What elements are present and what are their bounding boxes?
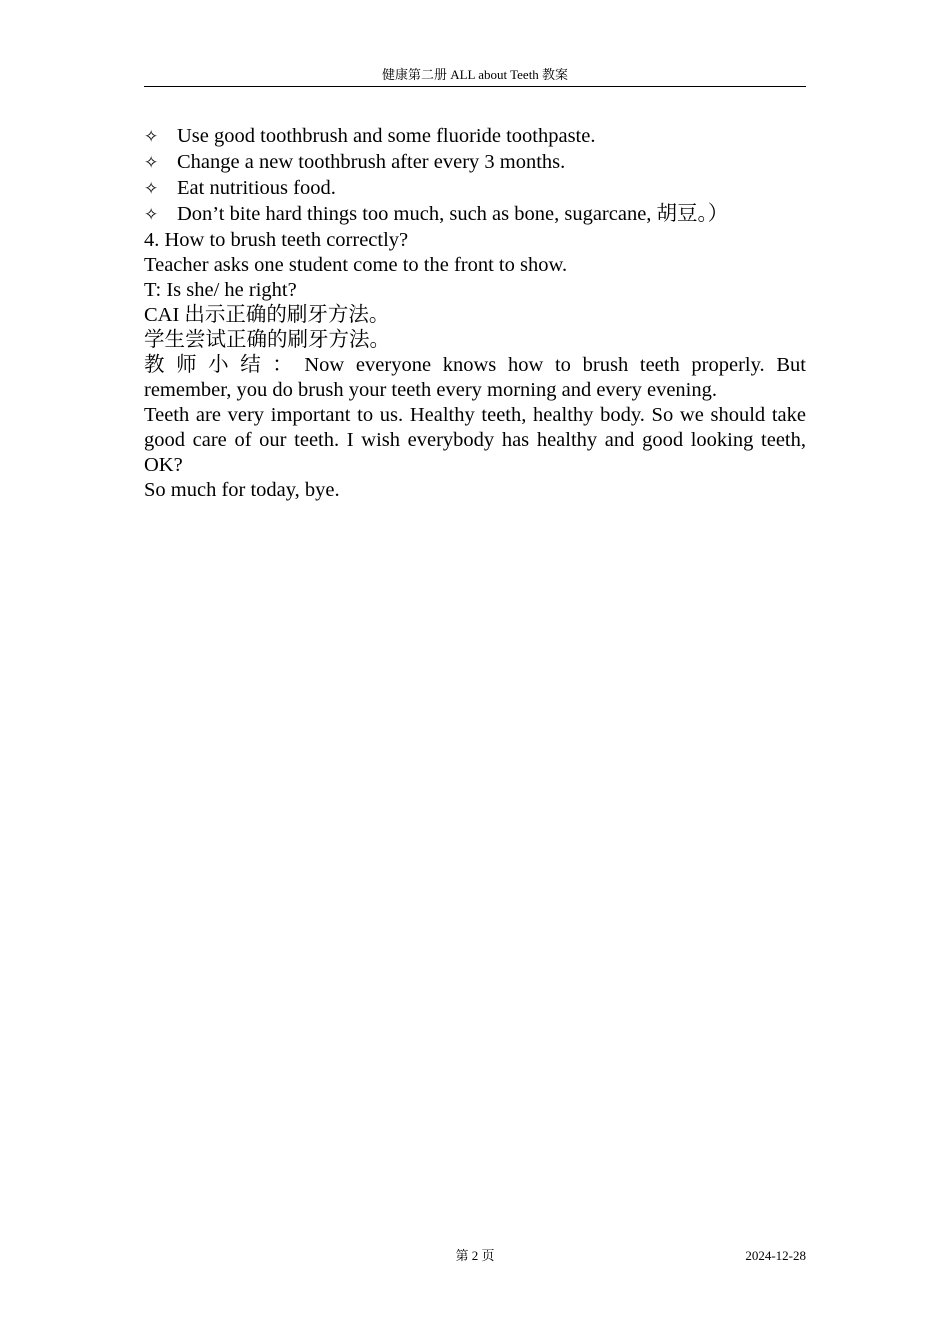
- document-body: [144, 124, 806, 503]
- list-item-text: Don’t bite hard things too much, such as bone, sugarcane, 胡豆。）: [177, 203, 729, 225]
- page-header: [144, 66, 806, 87]
- four-pointed-star-outline-icon: ✧: [144, 127, 159, 147]
- list-item: [144, 202, 806, 228]
- cai-line: CAI 出示正确的刷牙方法。: [144, 304, 390, 326]
- page-number: 第 2 页: [455, 1248, 495, 1263]
- summary-label: 教师小结：: [144, 354, 305, 376]
- list-item-text: Change a new toothbrush after every 3 months.: [177, 151, 566, 173]
- tips-list: [144, 124, 806, 228]
- teacher-summary: [144, 353, 806, 403]
- list-item: [144, 176, 806, 202]
- teacher-question: T: Is she/ he right?: [144, 279, 297, 301]
- list-item-text: Eat nutritious food.: [177, 177, 336, 199]
- closing-paragraph: Teeth are very important to us. Healthy teeth, healthy body. So we should take good care of our teeth. I wish everybody has healthy and good looking teeth, OK?: [144, 404, 806, 476]
- four-pointed-star-outline-icon: ✧: [144, 179, 159, 199]
- students-line: 学生尝试正确的刷牙方法。: [144, 329, 390, 351]
- summary-text: Now everyone knows how to brush teeth properly. But remember, you do brush your teeth every morning and every evening.: [144, 354, 806, 401]
- list-item: [144, 150, 806, 176]
- four-pointed-star-outline-icon: ✧: [144, 205, 159, 225]
- instruction-line: Teacher asks one student come to the front to show.: [144, 254, 568, 276]
- list-item-text: Use good toothbrush and some fluoride toothpaste.: [177, 125, 596, 147]
- four-pointed-star-outline-icon: ✧: [144, 153, 159, 173]
- page-footer: [144, 1247, 806, 1267]
- list-item: [144, 124, 806, 150]
- footer-date: 2024-12-28: [745, 1248, 806, 1263]
- header-title: 健康第二册 ALL about Teeth 教案: [381, 67, 569, 82]
- section-heading: 4. How to brush teeth correctly?: [144, 229, 409, 251]
- farewell-line: So much for today, bye.: [144, 479, 340, 501]
